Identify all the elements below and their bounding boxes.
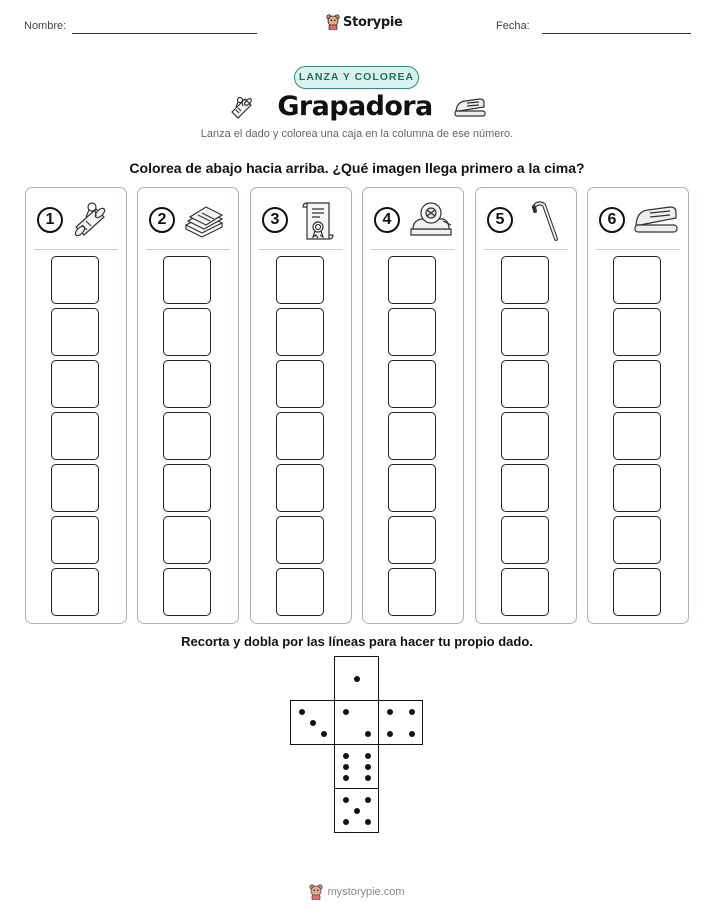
column-header bbox=[476, 188, 576, 250]
color-box[interactable] bbox=[501, 568, 549, 616]
cane-icon bbox=[520, 199, 564, 243]
color-box[interactable] bbox=[613, 360, 661, 408]
die-pip bbox=[365, 731, 371, 737]
color-box[interactable] bbox=[613, 256, 661, 304]
activity-badge: LANZA Y COLOREA bbox=[294, 66, 419, 89]
color-box[interactable] bbox=[501, 516, 549, 564]
die-pip bbox=[365, 819, 371, 825]
color-box[interactable] bbox=[501, 256, 549, 304]
color-box[interactable] bbox=[613, 308, 661, 356]
color-box[interactable] bbox=[276, 308, 324, 356]
die-pip bbox=[365, 764, 371, 770]
color-box[interactable] bbox=[276, 516, 324, 564]
color-box[interactable] bbox=[276, 464, 324, 512]
column-divider bbox=[596, 249, 680, 250]
color-box[interactable] bbox=[163, 516, 211, 564]
color-box[interactable] bbox=[163, 256, 211, 304]
color-box[interactable] bbox=[163, 308, 211, 356]
page-title: Grapadora bbox=[277, 91, 433, 122]
bear-mascot-icon bbox=[326, 14, 340, 30]
die-face-6 bbox=[334, 744, 379, 789]
column-number: 1 bbox=[37, 207, 63, 233]
color-box[interactable] bbox=[51, 516, 99, 564]
color-box[interactable] bbox=[388, 464, 436, 512]
color-box[interactable] bbox=[388, 256, 436, 304]
die-pip bbox=[343, 775, 349, 781]
column-3 bbox=[250, 187, 352, 624]
column-2 bbox=[137, 187, 239, 624]
color-box[interactable] bbox=[501, 308, 549, 356]
color-box[interactable] bbox=[51, 360, 99, 408]
color-box[interactable] bbox=[276, 256, 324, 304]
die-pip bbox=[321, 731, 327, 737]
die-face-5 bbox=[334, 788, 379, 833]
column-number: 3 bbox=[262, 207, 288, 233]
date-label: Fecha: bbox=[496, 20, 530, 32]
date-field-line[interactable] bbox=[542, 33, 691, 34]
color-box[interactable] bbox=[276, 568, 324, 616]
brand-logo bbox=[326, 14, 403, 30]
diploma-scroll-icon bbox=[227, 92, 257, 122]
column-1 bbox=[25, 187, 127, 624]
certificate-icon bbox=[295, 199, 339, 243]
stapler-icon bbox=[632, 199, 680, 239]
die-pip bbox=[365, 775, 371, 781]
color-box[interactable] bbox=[388, 412, 436, 460]
die-face-2 bbox=[334, 700, 379, 745]
footer bbox=[0, 884, 714, 900]
column-divider bbox=[484, 249, 568, 250]
die-pip bbox=[354, 808, 360, 814]
column-divider bbox=[146, 249, 230, 250]
die-pip bbox=[354, 676, 360, 682]
die-face-1 bbox=[334, 656, 379, 701]
bear-mascot-icon bbox=[309, 884, 323, 900]
die-pip bbox=[343, 819, 349, 825]
column-divider bbox=[259, 249, 343, 250]
color-box[interactable] bbox=[276, 360, 324, 408]
cut-instruction: Recorta y dobla por las líneas para hacer tu propio dado. bbox=[181, 634, 533, 649]
color-box[interactable] bbox=[276, 412, 324, 460]
name-field-line[interactable] bbox=[72, 33, 257, 34]
color-box[interactable] bbox=[51, 568, 99, 616]
color-box[interactable] bbox=[163, 412, 211, 460]
color-box[interactable] bbox=[613, 516, 661, 564]
column-header bbox=[363, 188, 463, 250]
die-pip bbox=[365, 797, 371, 803]
color-box[interactable] bbox=[388, 568, 436, 616]
color-box[interactable] bbox=[388, 516, 436, 564]
color-box[interactable] bbox=[501, 412, 549, 460]
die-pip bbox=[409, 731, 415, 737]
color-box[interactable] bbox=[613, 412, 661, 460]
die-pip bbox=[343, 797, 349, 803]
column-header bbox=[588, 188, 688, 250]
column-4 bbox=[362, 187, 464, 624]
color-box[interactable] bbox=[613, 568, 661, 616]
color-box[interactable] bbox=[388, 308, 436, 356]
die-pip bbox=[299, 709, 305, 715]
color-box[interactable] bbox=[501, 360, 549, 408]
color-box[interactable] bbox=[613, 464, 661, 512]
color-box[interactable] bbox=[501, 464, 549, 512]
die-pip bbox=[310, 720, 316, 726]
column-number: 5 bbox=[487, 207, 513, 233]
color-box[interactable] bbox=[163, 360, 211, 408]
die-pip bbox=[387, 731, 393, 737]
brand-name: Storypie bbox=[343, 14, 403, 30]
die-pip bbox=[343, 764, 349, 770]
color-box[interactable] bbox=[51, 256, 99, 304]
color-box[interactable] bbox=[51, 308, 99, 356]
die-pip bbox=[343, 753, 349, 759]
subtitle: Lanza el dado y colorea una caja en la columna de ese número. bbox=[200, 128, 514, 140]
die-pip bbox=[409, 709, 415, 715]
die-face-4 bbox=[378, 700, 423, 745]
column-6 bbox=[587, 187, 689, 624]
column-divider bbox=[34, 249, 118, 250]
instruction: Colorea de abajo hacia arriba. ¿Qué imagen llega primero a la cima? bbox=[129, 160, 585, 176]
color-box[interactable] bbox=[163, 464, 211, 512]
color-box[interactable] bbox=[51, 412, 99, 460]
tape-dispenser-icon bbox=[407, 199, 455, 239]
die-pip bbox=[387, 709, 393, 715]
die-pip bbox=[343, 709, 349, 715]
stapler-icon bbox=[453, 94, 487, 120]
paper-stack-icon bbox=[182, 199, 226, 239]
die-pip bbox=[365, 753, 371, 759]
die-face-3 bbox=[290, 700, 335, 745]
title-row bbox=[0, 91, 714, 122]
column-header bbox=[251, 188, 351, 250]
column-5 bbox=[475, 187, 577, 624]
color-box[interactable] bbox=[51, 464, 99, 512]
columns-area bbox=[25, 187, 690, 624]
column-number: 2 bbox=[149, 207, 175, 233]
color-box[interactable] bbox=[163, 568, 211, 616]
column-divider bbox=[371, 249, 455, 250]
diploma-scroll-icon bbox=[70, 199, 114, 239]
footer-url[interactable]: mystorypie.com bbox=[327, 886, 405, 898]
column-header bbox=[138, 188, 238, 250]
color-box[interactable] bbox=[388, 360, 436, 408]
column-number: 6 bbox=[599, 207, 625, 233]
column-header bbox=[26, 188, 126, 250]
column-number: 4 bbox=[374, 207, 400, 233]
name-label: Nombre: bbox=[24, 20, 67, 32]
